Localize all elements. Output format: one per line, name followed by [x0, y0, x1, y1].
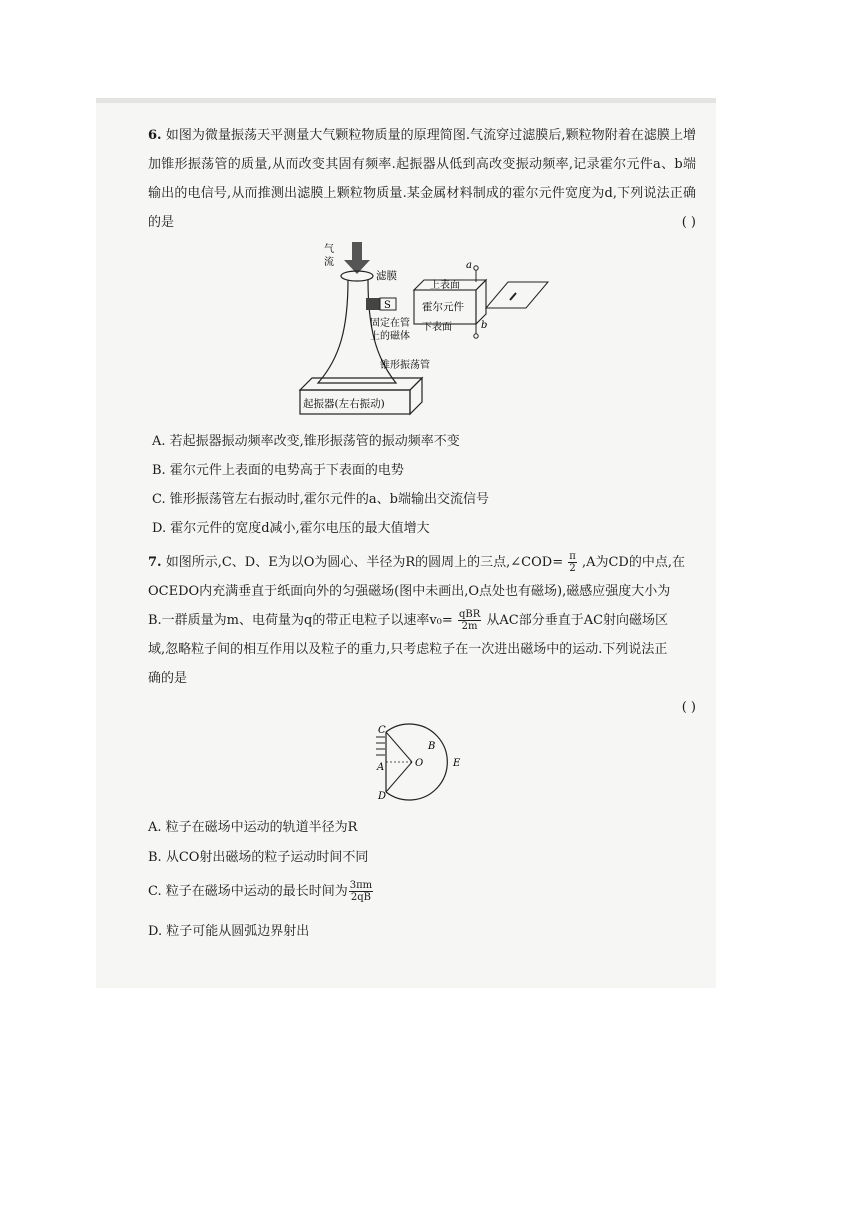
page-top-edge — [96, 98, 716, 103]
velocity-denominator: 2m — [461, 621, 478, 632]
label-a-point: A — [377, 762, 385, 773]
question-6-text: 如图为微量振荡天平测量大气颗粒物质量的原理简图.气流穿过滤膜后,颗粒物附着在滤膜上增加锥形振荡管的质量,从而改变其固有频率.起振器从低到高改变振动频率,记录霍尔元件a、b端输出的电信号,从而推测出滤膜上颗粒物质量.某金属材料制成的霍尔元件宽度为d,下列说法正确的是 — [148, 128, 696, 230]
question-7-option-a: A. 粒子在磁场中运动的轨道半径为R — [148, 820, 358, 835]
question-7-line-2: OCEDO内充满垂直于纸面向外的匀强磁场(图中未画出,O点处也有磁场),磁感应强度大小为 — [148, 584, 671, 599]
question-6-option-d: D. 霍尔元件的宽度d减小,霍尔电压的最大值增大 — [152, 521, 430, 536]
particle-arrows — [376, 737, 385, 755]
question-7-option-c-text: C. 粒子在磁场中运动的最长时间为 — [148, 884, 348, 899]
label-tube: 锥形振荡管 — [380, 360, 430, 371]
question-7-line-1a: 如图所示,C、D、E为以O为圆心、半径为R的圆周上的三点,∠COD= — [165, 555, 564, 570]
question-6-option-a: A. 若起振器振动频率改变,锥形振荡管的振动频率不变 — [152, 434, 460, 449]
question-6-stem — [148, 121, 696, 237]
label-hall-element: 霍尔元件 — [422, 301, 464, 313]
question-6-answer-blank: ( ) — [681, 215, 696, 230]
magnet-block — [366, 298, 380, 310]
label-b-field: B — [428, 741, 436, 752]
question-6 — [148, 121, 696, 237]
label-airflow-2: 流 — [324, 257, 334, 268]
radius-oc — [386, 732, 412, 762]
question-6-option-b: B. 霍尔元件上表面的电势高于下表面的电势 — [152, 463, 404, 478]
label-magnet-1: 固定在管 — [370, 318, 410, 329]
question-7-line-3a: B.一群质量为m、电荷量为q的带正电粒子以速率v₀= — [148, 613, 453, 628]
time-denominator: 2qB — [350, 892, 372, 903]
time-numerator: 3πm — [349, 880, 373, 891]
label-s: S — [384, 300, 391, 311]
radius-od — [386, 762, 412, 792]
battery-symbol — [510, 293, 516, 300]
question-7-option-c — [148, 880, 374, 903]
terminal-a — [474, 266, 478, 270]
question-6-figure — [290, 238, 560, 420]
question-7-option-d: D. 粒子可能从圆弧边界射出 — [148, 924, 310, 939]
question-7-option-b: B. 从CO射出磁场的粒子运动时间不同 — [148, 850, 369, 865]
question-7-answer-blank: ( ) — [681, 700, 696, 715]
question-6-number: 6. — [148, 128, 162, 143]
question-7-line-3 — [148, 606, 696, 635]
label-airflow-1: 气 — [324, 244, 334, 255]
label-filter: 滤膜 — [376, 270, 397, 282]
question-7-number: 7. — [148, 555, 162, 570]
angle-numerator: π — [569, 551, 576, 562]
label-e: E — [453, 758, 461, 769]
time-fraction — [349, 880, 373, 903]
label-upper-surface: 上表面 — [430, 280, 460, 291]
angle-fraction — [568, 551, 577, 574]
label-a: a — [466, 260, 472, 271]
question-7-line-1 — [148, 548, 696, 577]
terminal-b — [474, 334, 478, 338]
label-c: C — [378, 725, 386, 736]
question-7-line-3b: 从AC部分垂直于AC射向磁场区 — [486, 613, 669, 628]
label-magnet-2: 上的磁体 — [370, 331, 410, 342]
label-b: b — [481, 320, 488, 331]
question-7 — [148, 548, 696, 715]
question-7-line-4: 域,忽略粒子间的相互作用以及粒子的重力,只考虑粒子在一次进出磁场中的运动.下列说法正 — [148, 642, 668, 657]
velocity-fraction — [458, 609, 481, 632]
question-6-option-c: C. 锥形振荡管左右振动时,霍尔元件的a、b端输出交流信号 — [152, 492, 489, 507]
angle-denominator: 2 — [569, 563, 576, 574]
airflow-arrow — [344, 242, 370, 274]
label-base: 起振器(左右振动) — [303, 398, 385, 410]
label-o: O — [415, 758, 424, 769]
question-7-line-1b: ,A为CD的中点,在 — [581, 555, 685, 570]
question-7-line-5: 确的是 — [148, 671, 188, 686]
label-d: D — [378, 791, 387, 802]
label-lower-surface: 下表面 — [422, 322, 452, 333]
velocity-numerator: qBR — [458, 609, 481, 620]
question-7-figure — [360, 722, 470, 802]
circuit-plane — [486, 282, 548, 308]
